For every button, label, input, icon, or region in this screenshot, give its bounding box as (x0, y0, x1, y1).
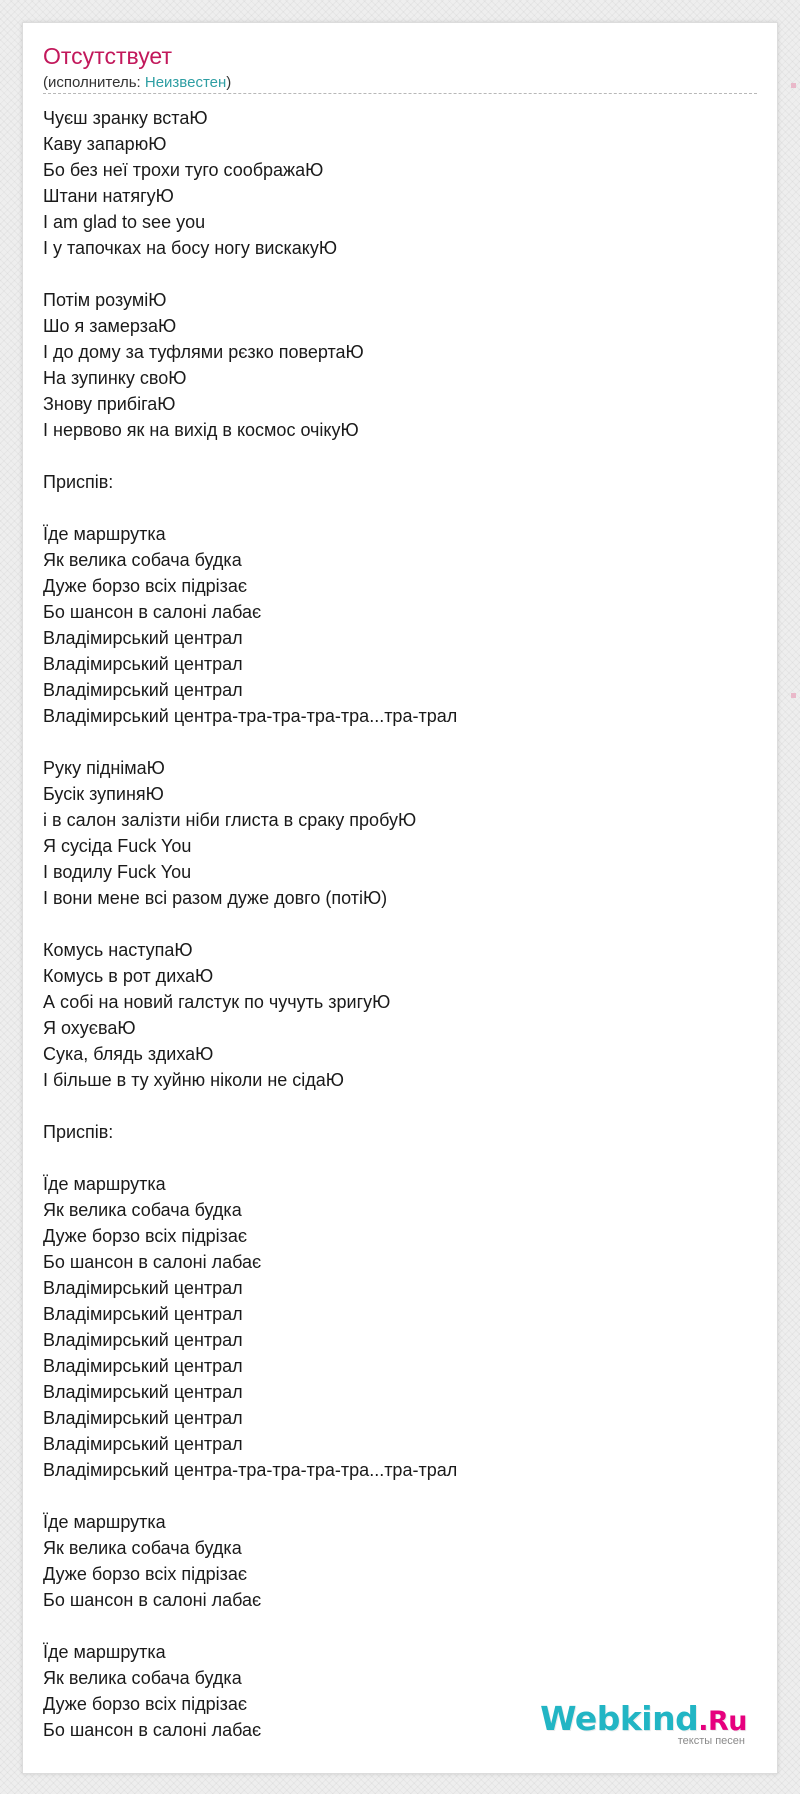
lyric-line: Приспів: (43, 472, 114, 492)
lyrics-text (43, 105, 743, 1743)
lyric-line: Владімирський централ (43, 1304, 243, 1324)
lyric-line: Бусік зупиняЮ (43, 784, 164, 804)
lyric-line: Владімирський централ (43, 1408, 243, 1428)
logo-wordmark (540, 1699, 747, 1738)
lyric-line: Бо без неї трохи туго соображаЮ (43, 160, 324, 180)
song-title: Отсутствует (43, 43, 172, 69)
lyric-line: І у тапочках на босу ногу вискакуЮ (43, 238, 338, 258)
lyric-line: Я охуєваЮ (43, 1018, 136, 1038)
lyric-line: I am glad to see you (43, 212, 206, 232)
lyric-line: А собі на новий галстук по чучуть зригуЮ (43, 992, 391, 1012)
logo-tld: .Ru (698, 1706, 747, 1737)
lyric-line: Я сусіда Fuck You (43, 836, 192, 856)
lyric-line: Дуже борзо всіх підрізає (43, 1226, 248, 1246)
logo-name: Webkind (540, 1699, 699, 1738)
lyric-line: Владімирський центра-тра-тра-тра-тра...тра-трал (43, 1460, 458, 1480)
artist-suffix: ) (226, 74, 232, 91)
lyric-line: Владімирський централ (43, 680, 243, 700)
lyric-line: І нервово як на вихід в космос очікуЮ (43, 420, 359, 440)
header-divider (43, 93, 757, 94)
lyric-line: Як велика собача будка (43, 1200, 242, 1220)
lyric-line: Комусь в рот дихаЮ (43, 966, 214, 986)
lyric-line: Бо шансон в салоні лабає (43, 1590, 262, 1610)
lyric-line: Знову прибігаЮ (43, 394, 176, 414)
lyric-line: Владімирський централ (43, 654, 243, 674)
edge-marker (791, 83, 796, 88)
lyric-line: Їде маршрутка (43, 524, 166, 544)
lyric-blank-line (43, 443, 743, 469)
lyric-line: Бо шансон в салоні лабає (43, 1720, 262, 1740)
lyric-blank-line (43, 1613, 743, 1639)
lyric-line: Владімирський централ (43, 1382, 243, 1402)
lyric-line: Владімирський централ (43, 1434, 243, 1454)
lyric-line: Сука, блядь здихаЮ (43, 1044, 214, 1064)
lyric-line: Дуже борзо всіх підрізає (43, 576, 248, 596)
lyric-line: і в салон залізти ніби глиста в сраку пробуЮ (43, 810, 417, 830)
lyric-line: Владімирський централ (43, 1356, 243, 1376)
lyric-line: Їде маршрутка (43, 1512, 166, 1532)
lyric-line: Приспів: (43, 1122, 114, 1142)
lyric-line: На зупинку своЮ (43, 368, 187, 388)
lyric-line: Владімирський централ (43, 1330, 243, 1350)
lyric-line: Бо шансон в салоні лабає (43, 1252, 262, 1272)
lyric-line: Бо шансон в салоні лабає (43, 602, 262, 622)
lyric-blank-line (43, 1483, 743, 1509)
edge-marker (791, 693, 796, 698)
lyric-line: Як велика собача будка (43, 1538, 242, 1558)
webkind-logo[interactable] (540, 1699, 747, 1747)
lyric-line: Потім розуміЮ (43, 290, 167, 310)
lyric-line: Шо я замерзаЮ (43, 316, 177, 336)
lyric-blank-line (43, 729, 743, 755)
lyric-line: І більше в ту хуйню ніколи не сідаЮ (43, 1070, 344, 1090)
lyric-blank-line (43, 1145, 743, 1171)
lyric-line: Комусь наступаЮ (43, 940, 193, 960)
lyric-line: І до дому за туфлями рєзко повертаЮ (43, 342, 364, 362)
lyric-blank-line (43, 261, 743, 287)
lyric-line: Штани натягуЮ (43, 186, 174, 206)
artist-line (43, 74, 231, 92)
lyric-line: Як велика собача будка (43, 1668, 242, 1688)
lyric-blank-line (43, 495, 743, 521)
lyric-line: Їде маршрутка (43, 1174, 166, 1194)
lyric-line: Каву запарюЮ (43, 134, 167, 154)
lyric-line: Владімирський центра-тра-тра-тра-тра...тра-трал (43, 706, 458, 726)
lyric-line: Владімирський централ (43, 628, 243, 648)
lyric-blank-line (43, 1093, 743, 1119)
lyric-line: Їде маршрутка (43, 1642, 166, 1662)
lyric-line: Як велика собача будка (43, 550, 242, 570)
lyric-line: Чуєш зранку встаЮ (43, 108, 208, 128)
artist-prefix: (исполнитель: (43, 74, 145, 91)
lyric-line: Дуже борзо всіх підрізає (43, 1564, 248, 1584)
lyric-line: Дуже борзо всіх підрізає (43, 1694, 248, 1714)
logo-tagline: тексты песен (677, 1735, 745, 1747)
lyric-line: Руку піднімаЮ (43, 758, 165, 778)
lyric-line: І вони мене всі разом дуже довго (потіЮ) (43, 888, 388, 908)
lyric-line: І водилу Fuck You (43, 862, 192, 882)
artist-link[interactable]: Неизвестен (144, 74, 227, 91)
lyric-blank-line (43, 911, 743, 937)
lyric-line: Владімирський централ (43, 1278, 243, 1298)
lyrics-card (22, 22, 778, 1774)
